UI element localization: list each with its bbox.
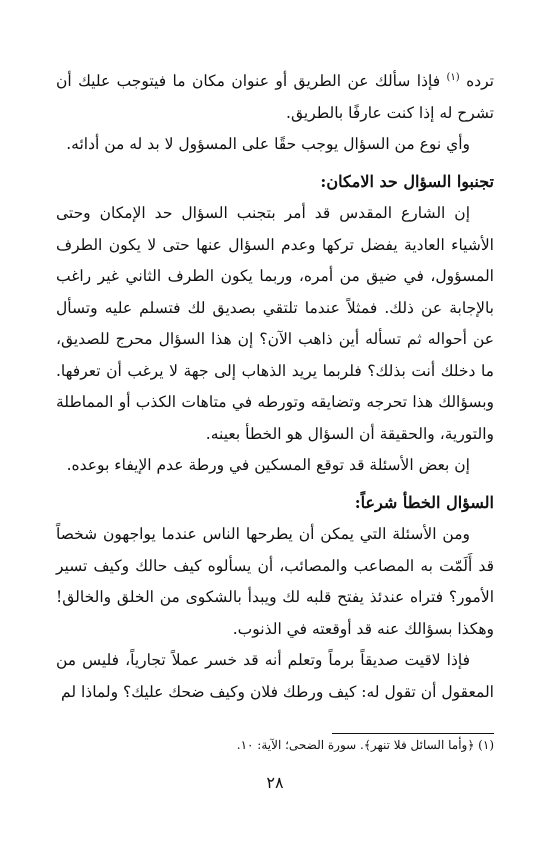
- paragraph-continuation: [56, 66, 494, 129]
- paragraph-start: ترده: [466, 72, 494, 90]
- footnote-divider: [332, 733, 494, 734]
- paragraph-friend-example: فإذا لاقيت صديقاً برماً وتعلم أنه قد خسر عملاً تجارياً، فليس من المعقول أن تقول له: كيف ورطك فلان وكيف ضحك عليك؟ ولماذا لم: [56, 651, 494, 701]
- page-number: ٢٨: [266, 773, 284, 792]
- footnote-reference[interactable]: (١): [446, 71, 460, 83]
- paragraph-answerable-questions: وأي نوع من السؤال يوجب حقًا على المسؤول لا بد له من أدائه.: [66, 135, 470, 153]
- body-text: [56, 66, 494, 708]
- section-heading-avoid-questions: تجنبوا السؤال حد الامكان:: [320, 171, 494, 191]
- paragraph-wrong-question: ومن الأسئلة التي يمكن أن يطرحها الناس عندما يواجهون شخصاً قد أَلَمّت به المصاعب والمصائب، أن يسألوه كيف حالك وكيف تسير الأمور؟ فتراه عندئذ يفتح قلبه لك ويبدأ بالشكوى من الخلق والخالق! وهكذا بسؤالك عنه قد أوقعته في الذنوب.: [56, 525, 494, 638]
- paragraph-rest: فإذا سألك عن الطريق أو عنوان مكان ما فيتوجب عليك أن تشرح له إذا كنت عارفًا بالطريق.: [56, 72, 494, 122]
- section-heading-wrong-question: السؤال الخطأ شرعاً:: [354, 492, 494, 512]
- paragraph-promise: إن بعض الأسئلة قد توقع المسكين في ورطة عدم الإيفاء بوعده.: [66, 456, 470, 474]
- paragraph-avoid-questions: إن الشارع المقدس قد أمر بتجنب السؤال حد الإمكان وحتى الأشياء العادية يفضل تركها وعدم السؤال عنها حتى لا يكون الطرف المسؤول، في ضيق من أمره، وربما يكون الطرف الثاني غير راغب بالإجابة عن ذلك. فمثلاً عندما تلتقي بصديق لك فتسلم عليه وتسأل عن أحواله ثم تسأله أين ذاهب الآن؟ إن هذا السؤال محرج للصديق، ما دخلك أنت بذلك؟ فلربما يريد الذهاب إلى جهة لا يرغب أن تعرفها. وبسؤالك هذا تحرجه وتضايقه وتورطه في متاهات الكذب أو المماطلة والتورية، والحقيقة أن السؤال هو الخطأ بعينه.: [56, 204, 494, 443]
- footnote: (١) ﴿وأما السائل فلا تنهر﴾. سورة الضحى؛ الآية: ١٠.: [236, 738, 494, 752]
